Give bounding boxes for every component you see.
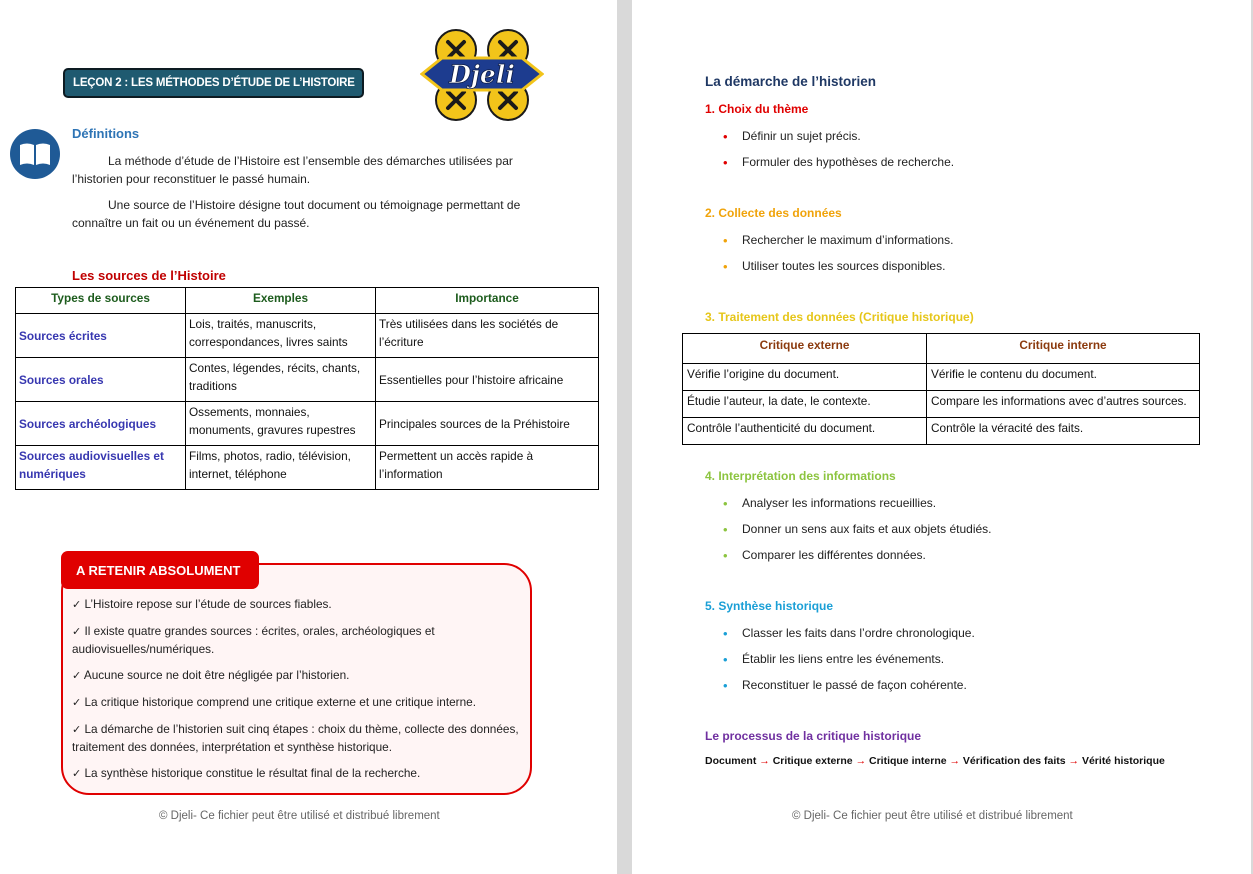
source-type: Sources audiovisuelles et numériques (16, 446, 186, 490)
arrow-right-icon: → (855, 755, 867, 767)
table-cell: Vérifie l’origine du document. (683, 364, 927, 391)
retain-list (72, 596, 537, 792)
step-5-title: 5. Synthèse historique (705, 599, 834, 613)
list-item: • Reconstituer le passé de façon cohérente. (723, 678, 967, 693)
check-icon: ✓ (72, 670, 82, 682)
definition-paragraph-2 (72, 196, 540, 232)
table-row (16, 314, 599, 358)
step-4-list (723, 494, 992, 572)
check-icon: ✓ (72, 626, 82, 638)
bullet-icon: • (723, 522, 728, 537)
step-3-title: 3. Traitement des données (Critique historique) (705, 310, 974, 324)
arrow-right-icon: → (759, 755, 770, 767)
definition-1-line-2: l’historien pour reconstituer le passé humain. (72, 172, 311, 186)
critique-table (682, 333, 1200, 445)
page-right (632, 0, 1251, 874)
page-left (0, 0, 617, 874)
step-5-list (723, 624, 975, 702)
table-row (16, 358, 599, 402)
process-step: Critique externe (772, 755, 853, 767)
table-row (16, 402, 599, 446)
sources-heading: Les sources de l’Histoire (72, 268, 226, 283)
list-item: • Analyser les informations recueillies. (723, 496, 937, 511)
list-item: • Donner un sens aux faits et aux objets étudiés. (723, 522, 992, 537)
logo-text: Djeli (449, 60, 515, 89)
source-examples: Films, photos, radio, télévision, internet, téléphone (186, 446, 376, 490)
source-examples: Lois, traités, manuscrits, correspondances, livres saints (186, 314, 376, 358)
table-row (16, 446, 599, 490)
list-item: • Rechercher le maximum d’informations. (723, 233, 954, 248)
process-step: Vérification des faits (962, 755, 1066, 767)
source-examples: Ossements, monnaies, monuments, gravures rupestres (186, 402, 376, 446)
check-icon: ✓ (72, 599, 82, 611)
lesson-title: LEÇON 2 : LES MÉTHODES D’ÉTUDE DE L’HISTOIRE (63, 68, 364, 98)
bullet-icon: • (723, 259, 728, 274)
table-cell: Vérifie le contenu du document. (927, 364, 1200, 391)
check-icon: ✓ (72, 724, 82, 736)
list-item: • Classer les faits dans l’ordre chronologique. (723, 626, 975, 641)
arrow-right-icon: → (949, 755, 960, 767)
table-row (683, 391, 1200, 418)
step-1-list (723, 127, 954, 179)
bullet-icon: • (723, 652, 728, 667)
check-icon: ✓ (72, 768, 82, 780)
source-type: Sources orales (16, 358, 186, 402)
process-step: Vérité historique (1081, 755, 1165, 767)
bullet-icon: • (723, 548, 728, 563)
check-icon: ✓ (72, 697, 82, 709)
step-4-title: 4. Interprétation des informations (705, 469, 896, 483)
critique-process-heading: Le processus de la critique historique (705, 729, 922, 743)
list-item: ✓ Il existe quatre grandes sources : écrites, orales, archéologiques et audiovisuelles/numériques. (72, 624, 435, 656)
arrow-right-icon: → (1068, 755, 1080, 767)
retain-title: A RETENIR ABSOLUMENT (61, 551, 259, 589)
bullet-icon: • (723, 129, 728, 144)
list-item: ✓ La synthèse historique constitue le résultat final de la recherche. (72, 766, 421, 780)
column-header: Types de sources (16, 288, 186, 314)
list-item: • Formuler des hypothèses de recherche. (723, 155, 955, 170)
list-item: • Définir un sujet précis. (723, 129, 861, 144)
list-item: ✓ L’Histoire repose sur l’étude de sources fiables. (72, 597, 332, 611)
source-type: Sources écrites (16, 314, 186, 358)
process-main-heading: La démarche de l’historien (705, 74, 877, 89)
table-cell: Contrôle la véracité des faits. (927, 418, 1200, 445)
table-row (683, 364, 1200, 391)
bullet-icon: • (723, 496, 728, 511)
column-header: Critique externe (683, 334, 927, 364)
source-examples: Contes, légendes, récits, chants, traditions (186, 358, 376, 402)
critique-process-flow (705, 755, 1165, 767)
footer-copyright: © Djeli- Ce fichier peut être utilisé et distribué librement (159, 810, 440, 822)
list-item: ✓ La démarche de l’historien suit cinq étapes : choix du thème, collecte des données, traitement des données, interprétation et synthèse historique. (72, 722, 519, 754)
djeli-logo (420, 24, 544, 126)
list-item: • Utiliser toutes les sources disponibles. (723, 259, 946, 274)
column-header: Exemples (186, 288, 376, 314)
definition-2-line-2: connaître un fait ou un événement du passé. (72, 216, 310, 230)
column-header: Importance (376, 288, 599, 314)
list-item: ✓ Aucune source ne doit être négligée par l’historien. (72, 668, 350, 682)
table-row (683, 418, 1200, 445)
step-2-title: 2. Collecte des données (705, 206, 842, 220)
list-item: ✓ La critique historique comprend une critique externe et une critique interne. (72, 695, 476, 709)
bullet-icon: • (723, 155, 728, 170)
definitions-heading: Définitions (72, 126, 140, 141)
source-importance: Très utilisées dans les sociétés de l’écriture (376, 314, 599, 358)
step-1-title: 1. Choix du thème (705, 102, 809, 116)
bullet-icon: • (723, 626, 728, 641)
list-item: • Comparer les différentes données. (723, 548, 926, 563)
bullet-icon: • (723, 678, 728, 693)
source-importance: Principales sources de la Préhistoire (376, 402, 599, 446)
table-cell: Contrôle l’authenticité du document. (683, 418, 927, 445)
step-2-list (723, 231, 953, 283)
sources-table (15, 287, 599, 490)
column-header: Critique interne (927, 334, 1200, 364)
table-cell: Étudie l’auteur, la date, le contexte. (683, 391, 927, 418)
process-step: Document (705, 755, 757, 767)
source-importance: Essentielles pour l’histoire africaine (376, 358, 599, 402)
table-cell: Compare les informations avec d’autres sources. (927, 391, 1200, 418)
table-header-row (683, 334, 1200, 364)
list-item: • Établir les liens entre les événements. (723, 652, 945, 667)
book-icon (10, 129, 60, 179)
footer-copyright: © Djeli- Ce fichier peut être utilisé et distribué librement (792, 810, 1073, 822)
definition-1-line-1: La méthode d’étude de l’Histoire est l’ensemble des démarches utilisées par (108, 154, 513, 168)
definition-paragraph-1 (72, 152, 540, 188)
table-header-row (16, 288, 599, 314)
source-type: Sources archéologiques (16, 402, 186, 446)
bullet-icon: • (723, 233, 728, 248)
process-step: Critique interne (868, 755, 947, 767)
definition-2-line-1: Une source de l’Histoire désigne tout document ou témoignage permettant de (108, 198, 521, 212)
source-importance: Permettent un accès rapide à l’information (376, 446, 599, 490)
